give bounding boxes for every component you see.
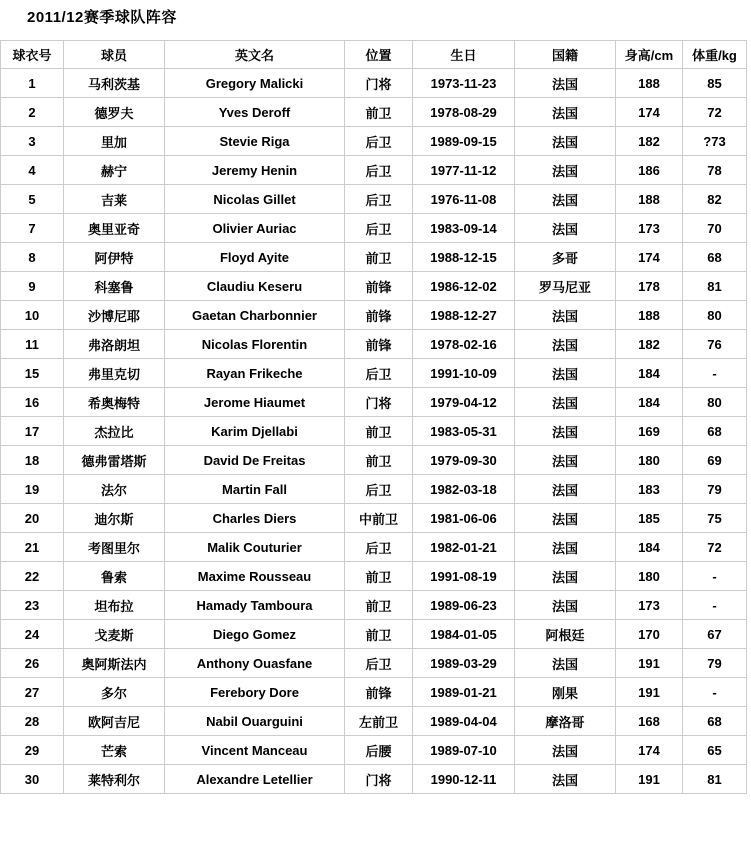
cell-jersey-number: 29 <box>1 736 64 765</box>
cell-player-name-cn: 芒索 <box>64 736 165 765</box>
cell-player-name-en: Charles Diers <box>165 504 345 533</box>
cell-weight-kg: ?73 <box>683 127 747 156</box>
table-row <box>1 214 747 243</box>
cell-player-name-cn: 戈麦斯 <box>64 620 165 649</box>
cell-birthday: 1989-01-21 <box>413 678 515 707</box>
cell-nationality: 法国 <box>515 301 616 330</box>
cell-position: 前卫 <box>345 562 413 591</box>
table-row <box>1 446 747 475</box>
cell-height-cm: 188 <box>616 69 683 98</box>
cell-nationality: 法国 <box>515 504 616 533</box>
cell-birthday: 1976-11-08 <box>413 185 515 214</box>
cell-jersey-number: 9 <box>1 272 64 301</box>
table-row <box>1 69 747 98</box>
cell-weight-kg: 82 <box>683 185 747 214</box>
cell-weight-kg: 76 <box>683 330 747 359</box>
column-header-jersey-number: 球衣号 <box>1 41 64 69</box>
cell-player-name-en: Stevie Riga <box>165 127 345 156</box>
cell-jersey-number: 26 <box>1 649 64 678</box>
cell-position: 前卫 <box>345 417 413 446</box>
cell-nationality: 法国 <box>515 330 616 359</box>
cell-player-name-en: Jeremy Henin <box>165 156 345 185</box>
cell-jersey-number: 19 <box>1 475 64 504</box>
cell-weight-kg: - <box>683 359 747 388</box>
cell-height-cm: 182 <box>616 330 683 359</box>
cell-player-name-en: Floyd Ayite <box>165 243 345 272</box>
cell-player-name-cn: 沙博尼耶 <box>64 301 165 330</box>
cell-birthday: 1978-08-29 <box>413 98 515 127</box>
cell-player-name-en: Maxime Rousseau <box>165 562 345 591</box>
table-row <box>1 388 747 417</box>
table-row <box>1 591 747 620</box>
header-row <box>1 41 747 69</box>
cell-height-cm: 183 <box>616 475 683 504</box>
cell-height-cm: 191 <box>616 765 683 794</box>
cell-nationality: 多哥 <box>515 243 616 272</box>
cell-player-name-en: Malik Couturier <box>165 533 345 562</box>
column-header-birthday: 生日 <box>413 41 515 69</box>
table-row <box>1 127 747 156</box>
cell-height-cm: 170 <box>616 620 683 649</box>
cell-player-name-cn: 奥里亚奇 <box>64 214 165 243</box>
cell-jersey-number: 5 <box>1 185 64 214</box>
cell-jersey-number: 17 <box>1 417 64 446</box>
cell-height-cm: 184 <box>616 359 683 388</box>
cell-weight-kg: 80 <box>683 388 747 417</box>
cell-birthday: 1977-11-12 <box>413 156 515 185</box>
column-header-height-cm: 身高/cm <box>616 41 683 69</box>
cell-height-cm: 174 <box>616 243 683 272</box>
cell-birthday: 1973-11-23 <box>413 69 515 98</box>
cell-birthday: 1988-12-27 <box>413 301 515 330</box>
cell-player-name-cn: 里加 <box>64 127 165 156</box>
table-row <box>1 156 747 185</box>
cell-position: 左前卫 <box>345 707 413 736</box>
table-row <box>1 504 747 533</box>
cell-birthday: 1979-04-12 <box>413 388 515 417</box>
cell-position: 前锋 <box>345 272 413 301</box>
table-row <box>1 359 747 388</box>
cell-nationality: 阿根廷 <box>515 620 616 649</box>
cell-position: 前卫 <box>345 591 413 620</box>
cell-nationality: 法国 <box>515 475 616 504</box>
cell-height-cm: 180 <box>616 446 683 475</box>
cell-birthday: 1990-12-11 <box>413 765 515 794</box>
cell-height-cm: 178 <box>616 272 683 301</box>
cell-player-name-cn: 杰拉比 <box>64 417 165 446</box>
column-header-nationality: 国籍 <box>515 41 616 69</box>
table-row <box>1 417 747 446</box>
cell-jersey-number: 20 <box>1 504 64 533</box>
cell-nationality: 法国 <box>515 533 616 562</box>
cell-position: 前卫 <box>345 98 413 127</box>
cell-nationality: 摩洛哥 <box>515 707 616 736</box>
cell-weight-kg: - <box>683 591 747 620</box>
cell-height-cm: 186 <box>616 156 683 185</box>
cell-position: 后卫 <box>345 649 413 678</box>
cell-nationality: 法国 <box>515 359 616 388</box>
cell-player-name-cn: 科塞鲁 <box>64 272 165 301</box>
cell-player-name-en: Martin Fall <box>165 475 345 504</box>
cell-height-cm: 184 <box>616 388 683 417</box>
cell-player-name-en: Gaetan Charbonnier <box>165 301 345 330</box>
cell-player-name-en: Claudiu Keseru <box>165 272 345 301</box>
cell-height-cm: 174 <box>616 98 683 127</box>
cell-weight-kg: 68 <box>683 707 747 736</box>
cell-jersey-number: 15 <box>1 359 64 388</box>
cell-player-name-en: Gregory Malicki <box>165 69 345 98</box>
cell-player-name-en: Karim Djellabi <box>165 417 345 446</box>
cell-height-cm: 184 <box>616 533 683 562</box>
cell-player-name-en: David De Freitas <box>165 446 345 475</box>
table-row <box>1 765 747 794</box>
cell-weight-kg: 79 <box>683 475 747 504</box>
cell-weight-kg: 72 <box>683 533 747 562</box>
table-row <box>1 272 747 301</box>
table-row <box>1 707 747 736</box>
cell-nationality: 法国 <box>515 417 616 446</box>
cell-player-name-en: Nabil Ouarguini <box>165 707 345 736</box>
cell-jersey-number: 3 <box>1 127 64 156</box>
cell-position: 门将 <box>345 69 413 98</box>
cell-jersey-number: 28 <box>1 707 64 736</box>
cell-height-cm: 169 <box>616 417 683 446</box>
cell-weight-kg: 80 <box>683 301 747 330</box>
cell-weight-kg: 81 <box>683 272 747 301</box>
cell-position: 门将 <box>345 388 413 417</box>
cell-jersey-number: 8 <box>1 243 64 272</box>
cell-weight-kg: - <box>683 562 747 591</box>
table-row <box>1 330 747 359</box>
cell-jersey-number: 21 <box>1 533 64 562</box>
column-header-player-name-en: 英文名 <box>165 41 345 69</box>
cell-nationality: 法国 <box>515 156 616 185</box>
cell-birthday: 1978-02-16 <box>413 330 515 359</box>
cell-player-name-cn: 法尔 <box>64 475 165 504</box>
column-header-weight-kg: 体重/kg <box>683 41 747 69</box>
cell-player-name-cn: 多尔 <box>64 678 165 707</box>
roster-table <box>0 40 747 794</box>
cell-birthday: 1979-09-30 <box>413 446 515 475</box>
table-row <box>1 533 747 562</box>
cell-player-name-cn: 坦布拉 <box>64 591 165 620</box>
cell-jersey-number: 7 <box>1 214 64 243</box>
cell-weight-kg: - <box>683 678 747 707</box>
cell-player-name-cn: 迪尔斯 <box>64 504 165 533</box>
cell-birthday: 1989-07-10 <box>413 736 515 765</box>
cell-position: 前卫 <box>345 243 413 272</box>
cell-player-name-en: Olivier Auriac <box>165 214 345 243</box>
cell-birthday: 1989-04-04 <box>413 707 515 736</box>
cell-birthday: 1983-05-31 <box>413 417 515 446</box>
cell-birthday: 1989-03-29 <box>413 649 515 678</box>
cell-jersey-number: 10 <box>1 301 64 330</box>
cell-player-name-en: Ferebory Dore <box>165 678 345 707</box>
cell-position: 后卫 <box>345 214 413 243</box>
cell-weight-kg: 68 <box>683 243 747 272</box>
cell-jersey-number: 22 <box>1 562 64 591</box>
cell-weight-kg: 75 <box>683 504 747 533</box>
cell-weight-kg: 70 <box>683 214 747 243</box>
cell-weight-kg: 81 <box>683 765 747 794</box>
cell-position: 后卫 <box>345 359 413 388</box>
cell-height-cm: 188 <box>616 185 683 214</box>
cell-nationality: 法国 <box>515 185 616 214</box>
cell-birthday: 1986-12-02 <box>413 272 515 301</box>
cell-position: 后腰 <box>345 736 413 765</box>
cell-birthday: 1991-10-09 <box>413 359 515 388</box>
column-header-position: 位置 <box>345 41 413 69</box>
cell-nationality: 法国 <box>515 765 616 794</box>
cell-nationality: 法国 <box>515 591 616 620</box>
cell-weight-kg: 65 <box>683 736 747 765</box>
cell-player-name-en: Vincent Manceau <box>165 736 345 765</box>
cell-position: 前卫 <box>345 446 413 475</box>
cell-player-name-cn: 欧阿吉尼 <box>64 707 165 736</box>
table-row <box>1 649 747 678</box>
cell-jersey-number: 11 <box>1 330 64 359</box>
table-row <box>1 301 747 330</box>
cell-player-name-en: Alexandre Letellier <box>165 765 345 794</box>
page-title: 2011/12赛季球队阵容 <box>27 9 177 26</box>
cell-nationality: 法国 <box>515 649 616 678</box>
cell-position: 后卫 <box>345 533 413 562</box>
cell-height-cm: 174 <box>616 736 683 765</box>
cell-player-name-en: Diego Gomez <box>165 620 345 649</box>
cell-height-cm: 168 <box>616 707 683 736</box>
cell-jersey-number: 18 <box>1 446 64 475</box>
cell-birthday: 1984-01-05 <box>413 620 515 649</box>
cell-birthday: 1982-03-18 <box>413 475 515 504</box>
cell-player-name-en: Jerome Hiaumet <box>165 388 345 417</box>
cell-nationality: 刚果 <box>515 678 616 707</box>
cell-nationality: 法国 <box>515 214 616 243</box>
cell-player-name-cn: 希奥梅特 <box>64 388 165 417</box>
cell-nationality: 法国 <box>515 69 616 98</box>
cell-player-name-en: Nicolas Florentin <box>165 330 345 359</box>
cell-position: 后卫 <box>345 127 413 156</box>
cell-height-cm: 173 <box>616 214 683 243</box>
table-row <box>1 243 747 272</box>
cell-jersey-number: 23 <box>1 591 64 620</box>
cell-player-name-en: Yves Deroff <box>165 98 345 127</box>
cell-birthday: 1989-09-15 <box>413 127 515 156</box>
cell-player-name-cn: 马利茨基 <box>64 69 165 98</box>
table-row <box>1 620 747 649</box>
cell-weight-kg: 85 <box>683 69 747 98</box>
cell-jersey-number: 30 <box>1 765 64 794</box>
table-row <box>1 475 747 504</box>
roster-table-body <box>1 69 747 794</box>
cell-nationality: 法国 <box>515 446 616 475</box>
cell-height-cm: 173 <box>616 591 683 620</box>
cell-nationality: 法国 <box>515 736 616 765</box>
cell-player-name-cn: 阿伊特 <box>64 243 165 272</box>
cell-position: 后卫 <box>345 185 413 214</box>
cell-player-name-cn: 赫宁 <box>64 156 165 185</box>
cell-height-cm: 191 <box>616 649 683 678</box>
cell-position: 前卫 <box>345 620 413 649</box>
cell-position: 前锋 <box>345 678 413 707</box>
cell-jersey-number: 2 <box>1 98 64 127</box>
cell-birthday: 1981-06-06 <box>413 504 515 533</box>
roster-table-head <box>1 41 747 69</box>
cell-player-name-cn: 莱特利尔 <box>64 765 165 794</box>
cell-nationality: 法国 <box>515 127 616 156</box>
cell-position: 中前卫 <box>345 504 413 533</box>
cell-weight-kg: 78 <box>683 156 747 185</box>
cell-birthday: 1982-01-21 <box>413 533 515 562</box>
cell-player-name-en: Anthony Ouasfane <box>165 649 345 678</box>
cell-height-cm: 188 <box>616 301 683 330</box>
cell-birthday: 1988-12-15 <box>413 243 515 272</box>
cell-player-name-cn: 弗洛朗坦 <box>64 330 165 359</box>
cell-player-name-en: Rayan Frikeche <box>165 359 345 388</box>
cell-birthday: 1983-09-14 <box>413 214 515 243</box>
cell-birthday: 1991-08-19 <box>413 562 515 591</box>
table-row <box>1 678 747 707</box>
table-row <box>1 736 747 765</box>
cell-position: 后卫 <box>345 156 413 185</box>
cell-height-cm: 180 <box>616 562 683 591</box>
cell-nationality: 罗马尼亚 <box>515 272 616 301</box>
cell-player-name-en: Hamady Tamboura <box>165 591 345 620</box>
cell-jersey-number: 24 <box>1 620 64 649</box>
column-header-player-name-cn: 球员 <box>64 41 165 69</box>
cell-nationality: 法国 <box>515 98 616 127</box>
cell-jersey-number: 16 <box>1 388 64 417</box>
cell-player-name-cn: 吉莱 <box>64 185 165 214</box>
cell-player-name-cn: 弗里克切 <box>64 359 165 388</box>
cell-player-name-cn: 考图里尔 <box>64 533 165 562</box>
cell-player-name-cn: 奥阿斯法内 <box>64 649 165 678</box>
cell-weight-kg: 67 <box>683 620 747 649</box>
cell-position: 后卫 <box>345 475 413 504</box>
cell-weight-kg: 68 <box>683 417 747 446</box>
cell-jersey-number: 27 <box>1 678 64 707</box>
cell-position: 前锋 <box>345 301 413 330</box>
cell-jersey-number: 4 <box>1 156 64 185</box>
cell-height-cm: 191 <box>616 678 683 707</box>
cell-weight-kg: 72 <box>683 98 747 127</box>
cell-weight-kg: 79 <box>683 649 747 678</box>
cell-birthday: 1989-06-23 <box>413 591 515 620</box>
cell-nationality: 法国 <box>515 388 616 417</box>
cell-player-name-en: Nicolas Gillet <box>165 185 345 214</box>
cell-player-name-cn: 德弗雷塔斯 <box>64 446 165 475</box>
cell-height-cm: 182 <box>616 127 683 156</box>
table-row <box>1 185 747 214</box>
cell-player-name-cn: 鲁索 <box>64 562 165 591</box>
cell-position: 门将 <box>345 765 413 794</box>
table-row <box>1 98 747 127</box>
cell-position: 前锋 <box>345 330 413 359</box>
table-row <box>1 562 747 591</box>
cell-jersey-number: 1 <box>1 69 64 98</box>
cell-height-cm: 185 <box>616 504 683 533</box>
cell-weight-kg: 69 <box>683 446 747 475</box>
cell-nationality: 法国 <box>515 562 616 591</box>
cell-player-name-cn: 德罗夫 <box>64 98 165 127</box>
